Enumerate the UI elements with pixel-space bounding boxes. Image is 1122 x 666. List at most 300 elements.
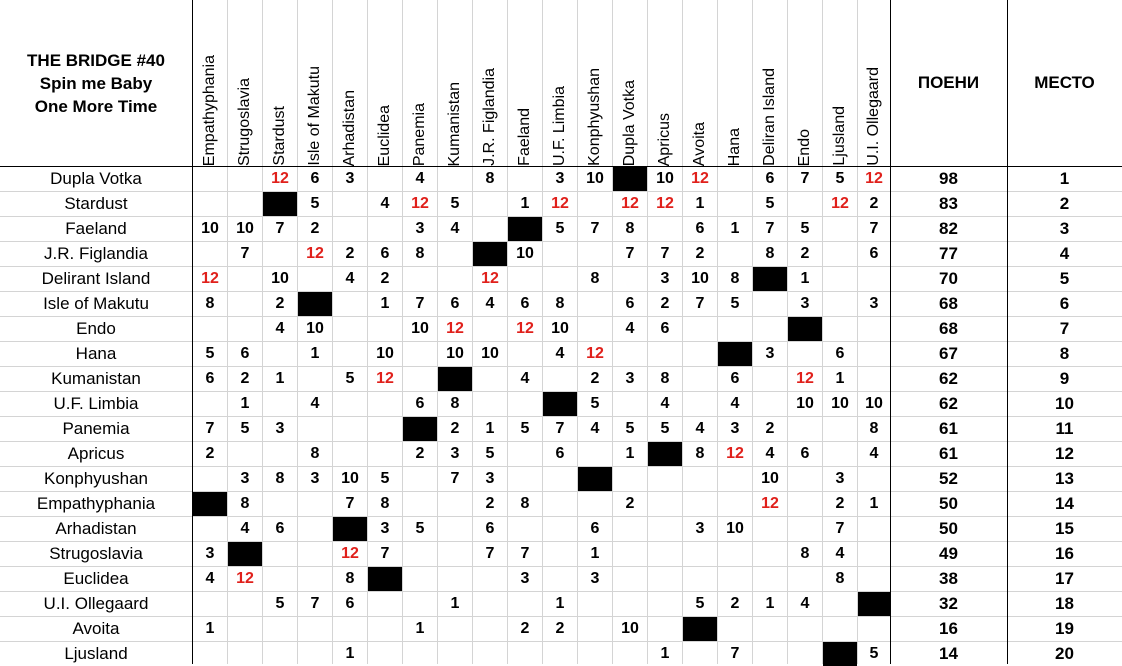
vote-cell: 5 — [869, 644, 879, 662]
vote-cell: 8 — [590, 269, 600, 287]
vote-cell: 7 — [205, 419, 215, 437]
vote-cell: 12 — [865, 169, 883, 187]
vote-cell: 12 — [306, 244, 324, 262]
country-name: Delirant Island — [41, 268, 151, 288]
place-cell: 5 — [1059, 268, 1070, 288]
vote-cell: 12 — [446, 319, 464, 337]
vote-cell: 3 — [625, 369, 635, 387]
voter-header — [682, 0, 717, 166]
vote-cell: 4 — [275, 319, 285, 337]
vote-cell: 4 — [450, 219, 460, 237]
vote-cell: 6 — [765, 169, 775, 187]
voter-header — [367, 0, 402, 166]
self-vote-cell — [403, 417, 437, 441]
vote-cell: 3 — [660, 269, 670, 287]
voter-header — [507, 0, 542, 166]
vote-cell: 7 — [380, 544, 390, 562]
vote-cell: 1 — [205, 619, 215, 637]
vote-cell: 10 — [411, 319, 429, 337]
voter-header — [402, 0, 437, 166]
vote-cell: 2 — [835, 494, 845, 512]
country-name: Arhadistan — [55, 518, 137, 538]
place-cell: 16 — [1055, 543, 1074, 563]
self-vote-cell — [333, 517, 367, 541]
vote-cell: 12 — [586, 344, 604, 362]
vote-cell: 1 — [590, 544, 600, 562]
vote-cell: 3 — [450, 444, 460, 462]
vote-cell: 2 — [765, 419, 775, 437]
vote-cell: 7 — [835, 519, 845, 537]
vote-cell: 12 — [376, 369, 394, 387]
vote-cell: 10 — [376, 344, 394, 362]
vote-cell: 3 — [765, 344, 775, 362]
vote-cell: 6 — [450, 294, 460, 312]
vote-cell: 5 — [765, 194, 775, 212]
points-cell: 38 — [939, 568, 958, 588]
vote-cell: 4 — [730, 394, 740, 412]
self-vote-cell — [543, 392, 577, 416]
vote-cell: 10 — [656, 169, 674, 187]
vote-cell: 2 — [345, 244, 355, 262]
voter-header — [787, 0, 822, 166]
vote-cell: 3 — [800, 294, 810, 312]
voter-header — [717, 0, 752, 166]
vote-cell: 5 — [660, 419, 670, 437]
voter-header — [262, 0, 297, 166]
vote-cell: 6 — [835, 344, 845, 362]
vote-cell: 8 — [765, 244, 775, 262]
place-cell: 12 — [1055, 443, 1074, 463]
vote-cell: 12 — [271, 169, 289, 187]
vote-cell: 4 — [800, 594, 810, 612]
vote-cell: 2 — [520, 619, 530, 637]
vote-cell: 5 — [555, 219, 565, 237]
vote-cell: 8 — [345, 569, 355, 587]
vote-cell: 8 — [800, 544, 810, 562]
vote-cell: 4 — [240, 519, 250, 537]
vote-cell: 4 — [345, 269, 355, 287]
self-vote-cell — [613, 167, 647, 191]
points-cell: 62 — [939, 393, 958, 413]
vote-cell: 4 — [869, 444, 879, 462]
country-name: Strugoslavia — [49, 543, 143, 563]
country-name: U.F. Limbia — [53, 393, 139, 413]
vote-cell: 2 — [415, 444, 425, 462]
vote-cell: 3 — [835, 469, 845, 487]
vote-cell: 12 — [236, 569, 254, 587]
title-line: THE BRIDGE #40 — [27, 50, 165, 70]
vote-cell: 4 — [205, 569, 215, 587]
place-cell: 18 — [1055, 593, 1074, 613]
vote-cell: 10 — [865, 394, 883, 412]
vote-cell: 7 — [415, 294, 425, 312]
voter-header — [612, 0, 647, 166]
vote-cell: 6 — [800, 444, 810, 462]
vote-cell: 2 — [240, 369, 250, 387]
vote-cell: 10 — [271, 269, 289, 287]
vote-cell: 4 — [415, 169, 425, 187]
place-cell: 8 — [1059, 343, 1070, 363]
points-cell: 82 — [939, 218, 958, 238]
vote-cell: 5 — [730, 294, 740, 312]
vote-cell: 10 — [201, 219, 219, 237]
vote-cell: 4 — [695, 419, 705, 437]
vote-cell: 5 — [205, 344, 215, 362]
vote-cell: 7 — [345, 494, 355, 512]
place-cell: 1 — [1059, 168, 1070, 188]
vote-cell: 3 — [345, 169, 355, 187]
vote-cell: 8 — [240, 494, 250, 512]
title-line: Spin me Baby — [39, 73, 153, 93]
points-cell: 68 — [939, 293, 958, 313]
vote-cell: 2 — [730, 594, 740, 612]
vote-cell: 1 — [520, 194, 530, 212]
vote-cell: 1 — [835, 369, 845, 387]
vote-cell: 5 — [590, 394, 600, 412]
vote-cell: 3 — [240, 469, 250, 487]
vote-cell: 4 — [310, 394, 320, 412]
voter-header — [542, 0, 577, 166]
vote-cell: 6 — [485, 519, 495, 537]
vote-cell: 6 — [205, 369, 215, 387]
self-vote-cell — [788, 317, 822, 341]
vote-cell: 10 — [306, 319, 324, 337]
vote-cell: 6 — [869, 244, 879, 262]
vote-cell: 7 — [800, 169, 810, 187]
vote-cell: 3 — [869, 294, 879, 312]
vote-cell: 4 — [590, 419, 600, 437]
voter-header-label: Hana — [725, 127, 743, 166]
points-cell: 77 — [939, 243, 958, 263]
place-cell: 11 — [1055, 418, 1074, 438]
vote-cell: 12 — [201, 269, 219, 287]
vote-cell: 8 — [660, 369, 670, 387]
vote-cell: 12 — [411, 194, 429, 212]
vote-cell: 10 — [551, 319, 569, 337]
vote-cell: 7 — [625, 244, 635, 262]
points-cell: 68 — [939, 318, 958, 338]
country-name: Endo — [76, 318, 116, 338]
vote-cell: 2 — [660, 294, 670, 312]
self-vote-cell — [683, 617, 717, 641]
country-name: Faeland — [65, 218, 127, 238]
vote-cell: 10 — [761, 469, 779, 487]
vote-cell: 7 — [240, 244, 250, 262]
country-name: Euclidea — [63, 568, 129, 588]
vote-cell: 2 — [485, 494, 495, 512]
place-cell: 14 — [1055, 493, 1074, 513]
voter-header — [822, 0, 857, 166]
voter-header-label: Konphyushan — [585, 68, 603, 166]
country-name: U.I. Ollegaard — [43, 593, 149, 613]
vote-cell: 5 — [450, 194, 460, 212]
vote-cell: 1 — [415, 619, 425, 637]
vote-cell: 2 — [590, 369, 600, 387]
country-name: Hana — [75, 343, 117, 363]
vote-cell: 7 — [730, 644, 740, 662]
vote-cell: 4 — [555, 344, 565, 362]
place-cell: 4 — [1059, 243, 1070, 263]
self-vote-cell — [263, 192, 297, 216]
vote-cell: 6 — [555, 444, 565, 462]
place-cell: 7 — [1059, 318, 1070, 338]
vote-cell: 10 — [621, 619, 639, 637]
country-name: Stardust — [64, 193, 128, 213]
voter-header-label: Ljusland — [830, 106, 848, 166]
points-cell: 67 — [939, 343, 958, 363]
vote-cell: 7 — [275, 219, 285, 237]
points-cell: 98 — [939, 168, 958, 188]
self-vote-cell — [753, 267, 787, 291]
vote-cell: 1 — [695, 194, 705, 212]
vote-cell: 7 — [310, 594, 320, 612]
vote-cell: 1 — [450, 594, 460, 612]
voter-header-label: Deliran Island — [760, 68, 778, 166]
vote-cell: 12 — [691, 169, 709, 187]
voter-header — [332, 0, 367, 166]
vote-cell: 7 — [590, 219, 600, 237]
place-cell: 2 — [1059, 193, 1070, 213]
vote-cell: 5 — [485, 444, 495, 462]
vote-cell: 12 — [761, 494, 779, 512]
vote-cell: 2 — [695, 244, 705, 262]
voter-header-label: Euclidea — [375, 104, 393, 166]
vote-cell: 6 — [695, 219, 705, 237]
vote-cell: 5 — [835, 169, 845, 187]
vote-cell: 5 — [240, 419, 250, 437]
points-cell: 61 — [939, 418, 958, 438]
vote-cell: 10 — [796, 394, 814, 412]
vote-cell: 6 — [310, 169, 320, 187]
vote-cell: 1 — [625, 444, 635, 462]
place-cell: 15 — [1055, 518, 1074, 538]
points-cell: 49 — [939, 543, 958, 563]
self-vote-cell — [473, 242, 507, 266]
vote-cell: 3 — [415, 219, 425, 237]
vote-cell: 12 — [621, 194, 639, 212]
vote-cell: 8 — [730, 269, 740, 287]
points-cell: 14 — [939, 643, 958, 663]
country-name: Kumanistan — [51, 368, 141, 388]
vote-cell: 1 — [555, 594, 565, 612]
vote-cell: 3 — [380, 519, 390, 537]
points-header: ПОЕНИ — [917, 73, 980, 92]
vote-cell: 8 — [450, 394, 460, 412]
vote-cell: 6 — [345, 594, 355, 612]
vote-cell: 6 — [625, 294, 635, 312]
vote-cell: 5 — [520, 419, 530, 437]
voter-header-label: Empathyphania — [200, 54, 218, 166]
vote-cell: 8 — [625, 219, 635, 237]
voter-header-label: U.F. Limbia — [550, 85, 568, 166]
vote-cell: 5 — [345, 369, 355, 387]
points-cell: 62 — [939, 368, 958, 388]
place-cell: 13 — [1055, 468, 1074, 488]
voter-header-label: Dupla Votka — [620, 79, 638, 166]
vote-cell: 12 — [481, 269, 499, 287]
vote-cell: 3 — [205, 544, 215, 562]
vote-cell: 1 — [485, 419, 495, 437]
vote-cell: 7 — [765, 219, 775, 237]
voter-header — [472, 0, 507, 166]
vote-cell: 7 — [520, 544, 530, 562]
country-name: Empathyphania — [36, 493, 156, 513]
vote-cell: 1 — [800, 269, 810, 287]
vote-cell: 12 — [516, 319, 534, 337]
place-cell: 17 — [1055, 568, 1074, 588]
vote-cell: 8 — [415, 244, 425, 262]
vote-cell: 6 — [730, 369, 740, 387]
vote-cell: 12 — [831, 194, 849, 212]
vote-cell: 6 — [660, 319, 670, 337]
voter-header-label: Strugoslavia — [235, 77, 253, 166]
vote-cell: 2 — [869, 194, 879, 212]
vote-cell: 5 — [415, 519, 425, 537]
country-name: Apricus — [67, 443, 125, 463]
voter-header — [577, 0, 612, 166]
vote-cell: 3 — [695, 519, 705, 537]
vote-cell: 10 — [691, 269, 709, 287]
voter-header — [192, 0, 227, 166]
points-cell: 83 — [939, 193, 958, 213]
place-cell: 6 — [1059, 293, 1070, 313]
vote-cell: 10 — [341, 469, 359, 487]
self-vote-cell — [228, 542, 262, 566]
vote-cell: 1 — [345, 644, 355, 662]
country-name: Dupla Votka — [50, 168, 142, 188]
vote-cell: 3 — [275, 419, 285, 437]
self-vote-cell — [438, 367, 472, 391]
vote-cell: 4 — [765, 444, 775, 462]
self-vote-cell — [368, 567, 402, 591]
vote-cell: 2 — [205, 444, 215, 462]
vote-cell: 8 — [555, 294, 565, 312]
vote-cell: 1 — [765, 594, 775, 612]
vote-cell: 10 — [236, 219, 254, 237]
vote-cell: 8 — [869, 419, 879, 437]
vote-cell: 1 — [660, 644, 670, 662]
vote-cell: 1 — [380, 294, 390, 312]
vote-cell: 3 — [730, 419, 740, 437]
points-cell: 61 — [939, 443, 958, 463]
vote-cell: 5 — [275, 594, 285, 612]
voter-header-label: Avoita — [690, 121, 708, 166]
vote-cell: 4 — [660, 394, 670, 412]
self-vote-cell — [858, 592, 890, 616]
vote-cell: 10 — [726, 519, 744, 537]
vote-cell: 8 — [380, 494, 390, 512]
vote-cell: 8 — [275, 469, 285, 487]
vote-cell: 3 — [520, 569, 530, 587]
vote-cell: 2 — [555, 619, 565, 637]
self-vote-cell — [648, 442, 682, 466]
vote-cell: 7 — [485, 544, 495, 562]
vote-cell: 3 — [485, 469, 495, 487]
place-cell: 3 — [1059, 218, 1070, 238]
vote-cell: 5 — [800, 219, 810, 237]
country-name: J.R. Figlandia — [44, 243, 148, 263]
self-vote-cell — [823, 642, 857, 666]
vote-cell: 7 — [450, 469, 460, 487]
vote-cell: 2 — [380, 269, 390, 287]
vote-cell: 8 — [520, 494, 530, 512]
country-name: Panemia — [62, 418, 130, 438]
vote-cell: 3 — [590, 569, 600, 587]
vote-cell: 4 — [520, 369, 530, 387]
vote-cell: 10 — [516, 244, 534, 262]
vote-cell: 5 — [310, 194, 320, 212]
voter-header — [437, 0, 472, 166]
points-cell: 50 — [939, 493, 958, 513]
vote-cell: 5 — [380, 469, 390, 487]
country-name: Avoita — [72, 618, 120, 638]
title-line: One More Time — [34, 96, 158, 116]
points-cell: 52 — [939, 468, 958, 488]
place-cell: 19 — [1055, 618, 1074, 638]
country-name: Ljusland — [64, 643, 128, 663]
voter-header-label: Isle of Makutu — [305, 66, 323, 166]
vote-cell: 3 — [555, 169, 565, 187]
vote-cell: 6 — [240, 344, 250, 362]
voter-header — [752, 0, 787, 166]
voter-header-label: Apricus — [655, 112, 673, 166]
vote-cell: 12 — [551, 194, 569, 212]
vote-cell: 1 — [310, 344, 320, 362]
points-cell: 50 — [939, 518, 958, 538]
vote-cell: 7 — [660, 244, 670, 262]
points-cell: 70 — [939, 268, 958, 288]
vote-cell: 10 — [481, 344, 499, 362]
vote-cell: 8 — [310, 444, 320, 462]
voter-header-label: Kumanistan — [445, 81, 463, 166]
place-cell: 9 — [1059, 368, 1070, 388]
voter-header-label: U.I. Ollegaard — [864, 67, 882, 166]
vote-cell: 7 — [869, 219, 879, 237]
vote-cell: 2 — [450, 419, 460, 437]
place-cell: 20 — [1055, 643, 1074, 663]
vote-cell: 7 — [555, 419, 565, 437]
self-vote-cell — [298, 292, 332, 316]
self-vote-cell — [193, 492, 227, 516]
vote-cell: 8 — [485, 169, 495, 187]
vote-cell: 6 — [380, 244, 390, 262]
vote-cell: 10 — [446, 344, 464, 362]
vote-cell: 7 — [695, 294, 705, 312]
place-cell: 10 — [1055, 393, 1074, 413]
vote-cell: 2 — [800, 244, 810, 262]
voter-header — [647, 0, 682, 166]
voter-header-label: Endo — [795, 128, 813, 166]
voter-header — [227, 0, 262, 166]
country-name: Konphyushan — [44, 468, 148, 488]
vote-cell: 12 — [656, 194, 674, 212]
vote-cell: 6 — [590, 519, 600, 537]
vote-cell: 8 — [835, 569, 845, 587]
vote-cell: 5 — [625, 419, 635, 437]
vote-cell: 12 — [726, 444, 744, 462]
vote-cell: 4 — [625, 319, 635, 337]
page-title — [0, 0, 192, 166]
points-cell: 16 — [939, 618, 958, 638]
vote-cell: 12 — [341, 544, 359, 562]
vote-cell: 2 — [625, 494, 635, 512]
vote-cell: 4 — [380, 194, 390, 212]
place-header: МЕСТО — [1034, 73, 1095, 92]
vote-cell: 4 — [485, 294, 495, 312]
self-vote-cell — [508, 217, 542, 241]
vote-cell: 5 — [695, 594, 705, 612]
vote-cell: 1 — [275, 369, 285, 387]
